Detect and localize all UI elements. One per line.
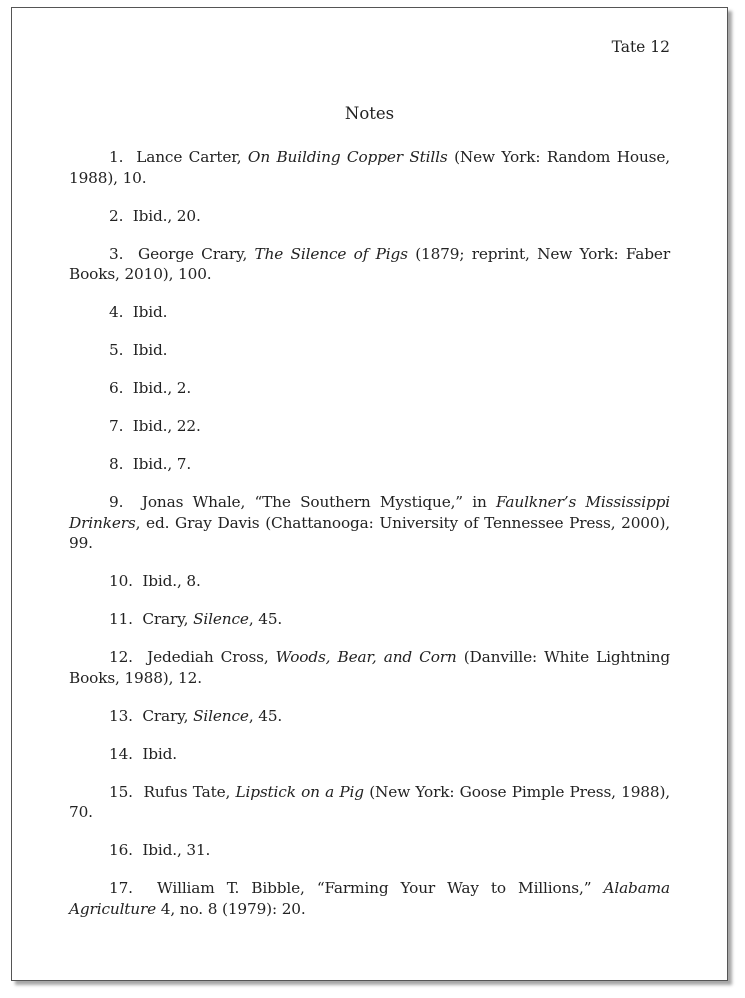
note-text: George Crary, [138, 244, 255, 263]
note-number: 14. [109, 744, 133, 763]
note-item [69, 454, 670, 475]
note-number: 12. [109, 648, 133, 666]
note-number: 1. [109, 148, 124, 166]
running-head: Tate 12 [611, 38, 670, 56]
note-number: 3. [109, 244, 124, 263]
note-number: 8. [109, 455, 124, 473]
note-text: Ibid., 22. [132, 417, 201, 435]
note-number: 9. [109, 493, 124, 511]
note-item [69, 609, 670, 630]
note-text: Ibid., 7. [132, 455, 192, 473]
note-text: Ibid. [142, 744, 177, 763]
note-number: 10. [109, 572, 133, 590]
note-number: 7. [109, 417, 124, 435]
note-text: (1879; reprint, New York: Faber Books, 2010), 100. [69, 244, 670, 283]
document-page [11, 7, 728, 981]
note-number: 13. [109, 706, 133, 725]
note-title-italic: Woods, Bear, and Corn [275, 648, 457, 666]
note-text: Rufus Tate, [143, 782, 236, 801]
note-item [69, 840, 670, 861]
note-title-italic: Silence [193, 610, 249, 628]
note-text: William T. Bibble, “Farming Your Way to Millions,” [157, 879, 604, 897]
note-item [69, 492, 670, 554]
note-text: Ibid. [132, 303, 168, 321]
note-text: Crary, [142, 610, 194, 628]
note-number: 4. [109, 303, 124, 321]
note-number: 2. [109, 206, 124, 225]
note-text: Ibid., 31. [142, 841, 211, 859]
note-item [69, 782, 670, 823]
note-text: Crary, [142, 706, 194, 725]
note-text: , 45. [248, 610, 283, 628]
note-text: , ed. Gray Davis (Chattanooga: University of Tennessee Press, 2000), 99. [69, 513, 670, 552]
note-item [69, 878, 670, 919]
note-text: 4, no. 8 (1979): 20. [156, 899, 306, 918]
note-title-italic: On Building Copper Stills [247, 148, 448, 166]
note-number: 6. [109, 379, 124, 397]
note-item [69, 744, 670, 765]
note-title-italic: Lipstick on a Pig [235, 782, 364, 801]
note-text: Ibid., 20. [132, 206, 201, 225]
note-item [69, 571, 670, 592]
note-text: (New York: Random House, 1988), 10. [69, 148, 671, 187]
note-title-italic: The Silence of Pigs [254, 244, 408, 263]
note-title-italic: Faulkner’s Mississippi Drinkers [69, 493, 670, 532]
note-number: 5. [109, 341, 124, 359]
note-item [69, 647, 670, 688]
note-text: (Danville: White Lightning Books, 1988), 12. [69, 648, 670, 687]
note-text: Jedediah Cross, [147, 648, 276, 666]
note-item [69, 206, 670, 227]
note-text: Ibid., 2. [132, 379, 192, 397]
note-text: Ibid. [132, 341, 168, 359]
note-text: , 45. [248, 706, 283, 725]
page-title: Notes [344, 104, 395, 123]
note-number: 11. [109, 610, 133, 628]
note-text: Lance Carter, [136, 148, 248, 166]
note-item [69, 340, 670, 361]
note-text: Ibid., 8. [142, 572, 201, 590]
note-item [69, 302, 670, 323]
note-item [69, 416, 670, 437]
note-item [69, 147, 670, 188]
note-item [69, 378, 670, 399]
note-item [69, 706, 670, 727]
note-title-italic: Silence [193, 706, 249, 725]
note-text: (New York: Goose Pimple Press, 1988), 70. [69, 782, 671, 821]
note-item [69, 244, 670, 285]
note-number: 16. [109, 841, 133, 859]
notes-list [69, 147, 670, 937]
note-title-italic: Alabama Agriculture [69, 879, 670, 918]
note-number: 17. [109, 879, 133, 897]
note-number: 15. [109, 782, 133, 801]
note-text: Jonas Whale, “The Southern Mystique,” in [141, 493, 496, 511]
